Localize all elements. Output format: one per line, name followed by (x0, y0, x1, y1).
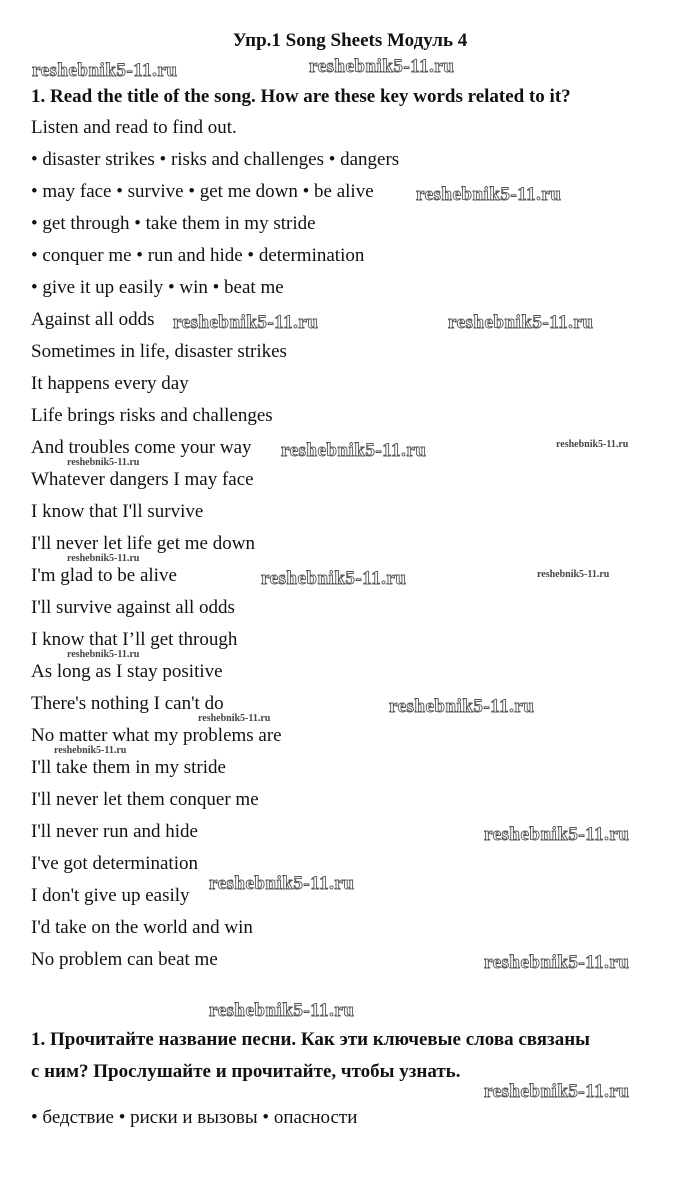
text-line: I'll never let them conquer me (31, 789, 259, 810)
text-line: I'll never let life get me down (31, 533, 255, 554)
watermark: reshebnik5-11.ru (484, 1081, 630, 1102)
watermark: reshebnik5-11.ru (416, 184, 562, 205)
watermark: reshebnik5-11.ru (281, 440, 427, 461)
watermark: reshebnik5-11.ru (209, 1000, 355, 1021)
watermark: reshebnik5-11.ru (484, 824, 630, 845)
text-line: I'll never run and hide (31, 821, 198, 842)
watermark: reshebnik5-11.ru (32, 60, 178, 81)
text-line: As long as I stay positive (31, 661, 223, 682)
text-line: And troubles come your way (31, 437, 252, 458)
watermark: reshebnik5-11.ru (54, 745, 127, 756)
text-line: No problem can beat me (31, 949, 218, 970)
exercise-heading-en: 1. Read the title of the song. How are these key words related to it? (31, 86, 571, 107)
watermark: reshebnik5-11.ru (309, 56, 455, 77)
watermark: reshebnik5-11.ru (484, 952, 630, 973)
song-title: Against all odds (31, 309, 155, 330)
watermark: reshebnik5-11.ru (556, 439, 629, 450)
watermark: reshebnik5-11.ru (209, 873, 355, 894)
text-line: I'll take them in my stride (31, 757, 226, 778)
text-line: I've got determination (31, 853, 198, 874)
text-line: Listen and read to find out. (31, 117, 237, 138)
watermark: reshebnik5-11.ru (173, 312, 319, 333)
text-line: I'm glad to be alive (31, 565, 177, 586)
watermark: reshebnik5-11.ru (448, 312, 594, 333)
text-line: • give it up easily • win • beat me (31, 277, 284, 298)
text-line: • may face • survive • get me down • be alive (31, 181, 374, 202)
text-line: Sometimes in life, disaster strikes (31, 341, 287, 362)
text-line: I know that I'll survive (31, 501, 204, 522)
watermark: reshebnik5-11.ru (67, 649, 140, 660)
watermark: reshebnik5-11.ru (537, 569, 610, 580)
text-line: • conquer me • run and hide • determination (31, 245, 365, 266)
text-line: I'd take on the world and win (31, 917, 253, 938)
text-line: Life brings risks and challenges (31, 405, 273, 426)
text-line: No matter what my problems are (31, 725, 282, 746)
text-line: It happens every day (31, 373, 189, 394)
watermark: reshebnik5-11.ru (389, 696, 535, 717)
text-line: There's nothing I can't do (31, 693, 224, 714)
watermark: reshebnik5-11.ru (67, 457, 140, 468)
keywords-ru: • бедствие • риски и вызовы • опасности (31, 1107, 358, 1128)
text-line: • get through • take them in my stride (31, 213, 316, 234)
exercise-heading-ru-line-1: 1. Прочитайте название песни. Как эти ключевые слова связаны (31, 1029, 590, 1050)
text-line: Whatever dangers I may face (31, 469, 254, 490)
page-title: Упр.1 Song Sheets Модуль 4 (232, 30, 468, 51)
watermark: reshebnik5-11.ru (198, 713, 271, 724)
text-line: I know that I’ll get through (31, 629, 238, 650)
watermark: reshebnik5-11.ru (261, 568, 407, 589)
watermark: reshebnik5-11.ru (67, 553, 140, 564)
text-line: I'll survive against all odds (31, 597, 235, 618)
text-line: I don't give up easily (31, 885, 190, 906)
text-line: • disaster strikes • risks and challenges • dangers (31, 149, 400, 170)
exercise-heading-ru-line-2: с ним? Прослушайте и прочитайте, чтобы узнать. (31, 1061, 461, 1082)
